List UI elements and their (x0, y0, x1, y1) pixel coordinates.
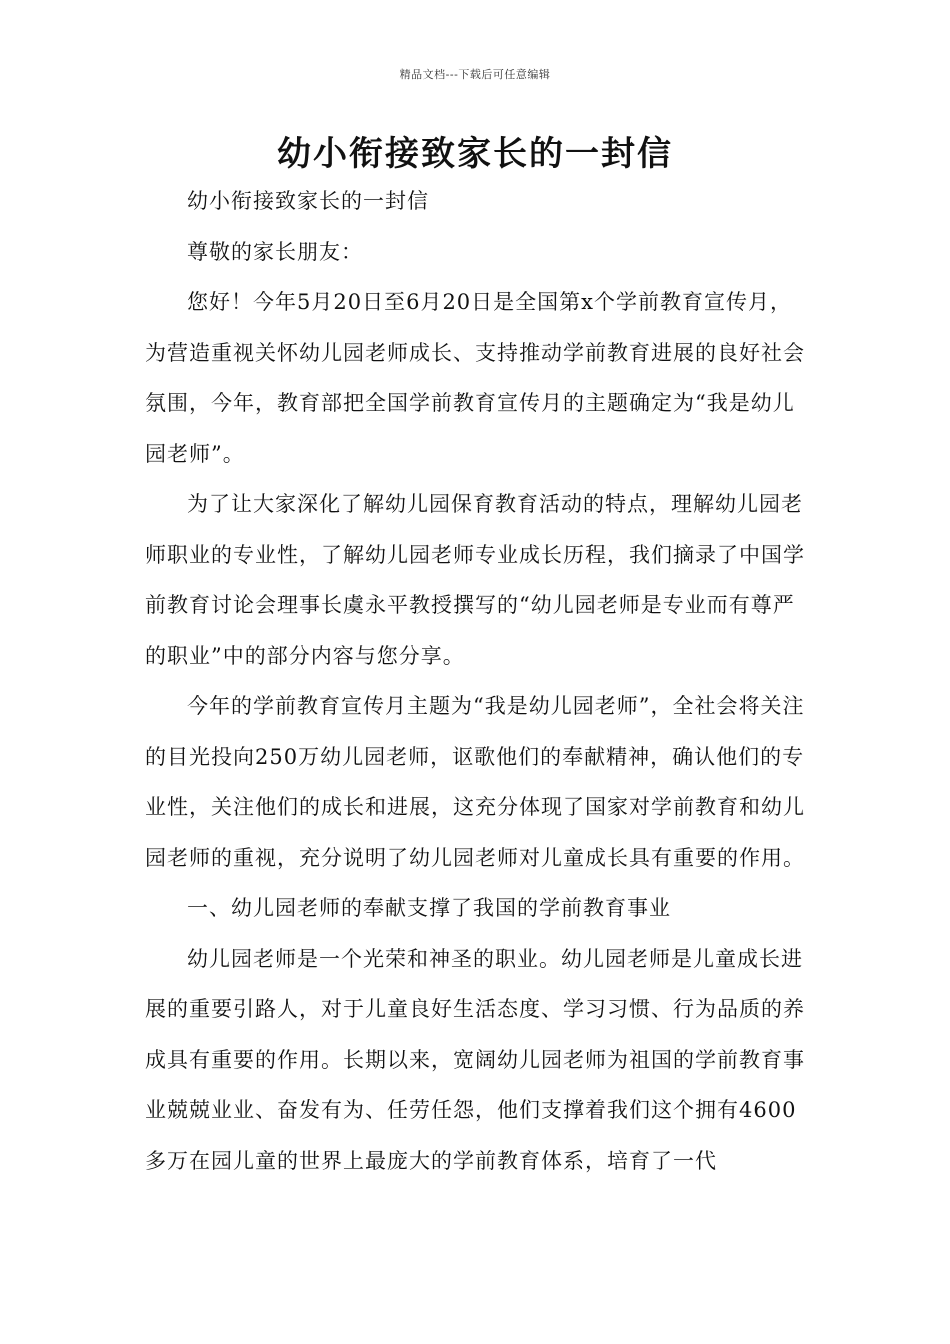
body-paragraph: 您好！今年5月20日至6月20日是全国第x个学前教育宣传月，为营造重视关怀幼儿园老师成长、支持推动学前教育进展的良好社会氛围，今年，教育部把全国学前教育宣传月的主题确定为“我是幼儿园老师”。 (145, 290, 805, 466)
salutation-paragraph: 尊敬的家长朋友： (187, 239, 363, 264)
document-title: 幼小衔接致家长的一封信 (277, 134, 673, 174)
section-heading: 一、幼儿园老师的奉献支撑了我国的学前教育事业 (187, 896, 671, 920)
header-note: 精品文档---下载后可任意编辑 (399, 68, 551, 81)
document-body (145, 176, 810, 1186)
body-paragraph: 为了让大家深化了解幼儿园保育教育活动的特点，理解幼儿园老师职业的专业性，了解幼儿园老师专业成长历程，我们摘录了中国学前教育讨论会理事长虞永平教授撰写的“幼儿园老师是专业而有尊严的职业”中的部分内容与您分享。 (145, 492, 805, 668)
body-paragraph: 今年的学前教育宣传月主题为“我是幼儿园老师”，全社会将关注的目光投向250万幼儿园老师，讴歌他们的奉献精神，确认他们的专业性，关注他们的成长和进展，这充分体现了国家对学前教育和幼儿园老师的重视，充分说明了幼儿园老师对儿童成长具有重要的作用。 (145, 694, 805, 870)
subtitle-paragraph: 幼小衔接致家长的一封信 (187, 189, 429, 213)
body-paragraph: 幼儿园老师是一个光荣和神圣的职业。幼儿园老师是儿童成长进展的重要引路人，对于儿童良好生活态度、学习习惯、行为品质的养成具有重要的作用。长期以来，宽阔幼儿园老师为祖国的学前教育事业兢兢业业、奋发有为、任劳任怨，他们支撑着我们这个拥有4600多万在园儿童的世界上最庞大的学前教育体系，培育了一代 (145, 946, 805, 1173)
